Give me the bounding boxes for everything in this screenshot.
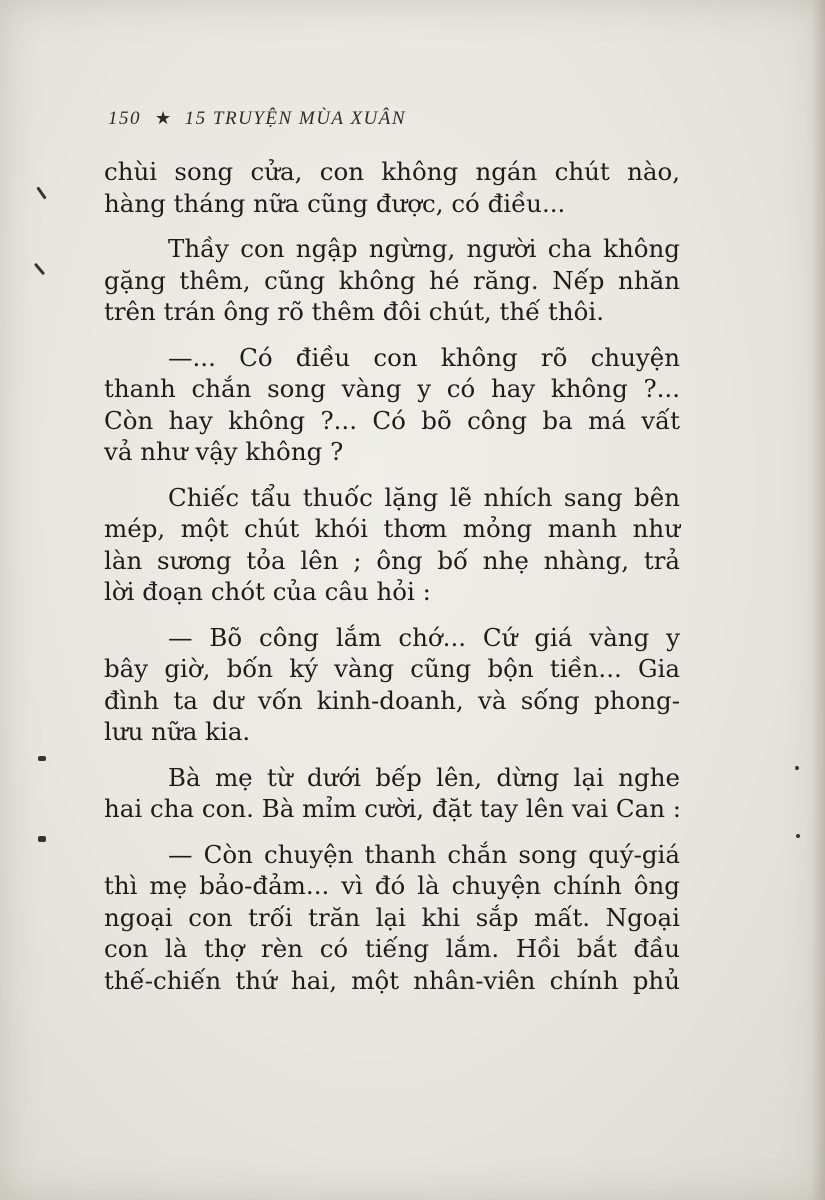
- margin-mark: [795, 766, 799, 770]
- paragraph-4: [104, 482, 680, 608]
- text-line: hàng tháng nữa cũng được, có điều...: [104, 188, 566, 218]
- paragraph-5: [104, 622, 680, 748]
- margin-mark: [38, 756, 46, 761]
- text-line: —... Có điều con không rõ chuyện: [168, 342, 680, 372]
- body-text: [104, 156, 680, 1010]
- text-line: vả như vậy không ?: [104, 437, 344, 466]
- page-number: 150: [108, 108, 141, 129]
- text-line: hai cha con. Bà mỉm cười, đặt tay lên vai Can :: [104, 794, 682, 823]
- paragraph-6: [104, 762, 680, 825]
- margin-mark: [34, 263, 45, 276]
- text-line: lưu nữa kia.: [104, 717, 251, 746]
- paragraph-3: [104, 342, 680, 468]
- text-line: Thầy con ngập ngừng, người cha không: [168, 234, 680, 263]
- text-line: trên trán ông rõ thêm đôi chút, thế thôi.: [104, 297, 604, 326]
- text-line: lời đoạn chót của câu hỏi :: [104, 577, 431, 606]
- text-line: — Bõ công lắm chớ... Cứ giá vàng y: [168, 622, 680, 652]
- star-icon: ★: [155, 108, 173, 128]
- paragraph-1: [104, 156, 680, 219]
- text-line: làn sương tỏa lên ; ông bố nhẹ nhàng, trả: [104, 545, 680, 575]
- running-header: [108, 108, 406, 130]
- text-line: Bà mẹ từ dưới bếp lên, dừng lại nghe: [168, 762, 680, 792]
- book-title: 15 TRUYỆN MÙA XUÂN: [184, 108, 407, 129]
- margin-mark: [38, 836, 46, 842]
- text-line: Còn hay không ?... Có bõ công ba má vất: [104, 405, 680, 435]
- margin-mark: [36, 186, 46, 199]
- text-line: Chiếc tẩu thuốc lặng lẽ nhích sang bên: [168, 482, 680, 512]
- margin-mark: [796, 834, 800, 838]
- text-line: bây giờ, bốn ký vàng cũng bộn tiền... Gia: [104, 654, 680, 683]
- text-line: thanh chắn song vàng y có hay không ?...: [104, 374, 680, 403]
- text-line: chùi song cửa, con không ngán chút nào,: [104, 157, 680, 186]
- text-line: đình ta dư vốn kinh-doanh, và sống phong-: [104, 685, 680, 715]
- paragraph-2: [104, 233, 680, 328]
- page-edge-shadow: [811, 0, 825, 1200]
- text-line: — Còn chuyện thanh chắn song quý-giá: [168, 839, 680, 869]
- text-line: mép, một chút khói thơm mỏng manh như: [104, 514, 680, 543]
- paragraph-7: [104, 839, 680, 997]
- text-line: thế-chiến thứ hai, một nhân-viên chính phủ: [104, 965, 680, 995]
- text-line: gặng thêm, cũng không hé răng. Nếp nhăn: [104, 265, 680, 295]
- text-line: thì mẹ bảo-đảm... vì đó là chuyện chính ông: [104, 871, 680, 900]
- text-line: ngoại con trối trăn lại khi sắp mất. Ngoại: [104, 902, 680, 932]
- text-line: con là thợ rèn có tiếng lắm. Hồi bắt đầu: [104, 934, 680, 963]
